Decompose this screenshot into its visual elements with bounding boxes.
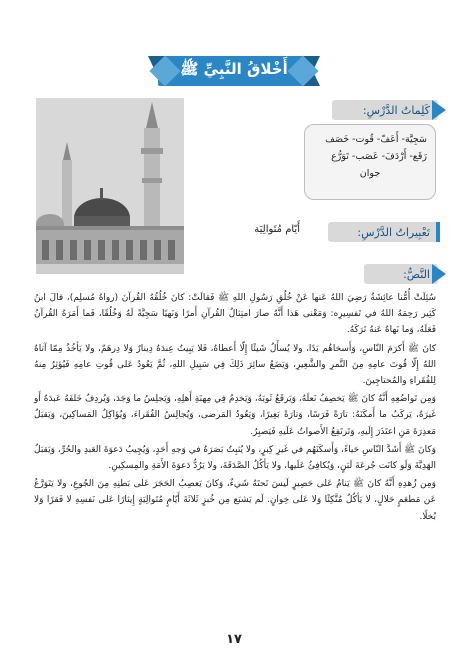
vocabulary-label-text: كَلِماتُ الدَّرْسِ: — [362, 103, 430, 117]
paragraph-2: كانَ ﷺ أَكرَمَ النّاسِ، وَأَسخاهُم يَدًا، ولا يُسأَلُ شَيئًا إِلّا أَعطاهُ، فَلا يَبِيتُ عِندَهُ دِينارٌ وَلا دِرهَمٌ، ولا يَأخُذُ مِمّا آتاهُ اللهُ إِلّا قُوتَ عامِهِ مِنَ التَّمرِ والشَّعِيرِ، وَيَضَعُ سائِرَ ذَلِكَ فِي سَبِيلِ اللهِ، ثُمَّ يَعُودُ عَلى قُوتِ عامِهِ فَيُؤثِرُ مِنهُ لِلفُقَراءِ والمُحتاجِينَ. — [34, 343, 436, 387]
expressions-label-text: تَعْبِيراتُ الدَّرْسِ: — [357, 225, 430, 239]
paragraph-4: وَكانَ ﷺ أَشَدَّ النّاسِ حَياءً، وَأَسكَنَهُم في غَيرِ كِبرٍ، ولا يُثبِتُ بَصَرَهُ في وَجهِ أَحَدٍ، وَيُجِيبُ دَعوَةَ العَبدِ والحُرِّ، وَيَقبَلُ الهَدِيَّةَ وَلَو كانَت جُرعَةَ لَبَنٍ، وَيُكافِئُ عَلَيها، ولا يَأكُلُ الصَّدَقَةَ، ولا يَرُدُّ دَعوَةَ الأَمَةِ والمِسكِينِ. — [34, 444, 436, 472]
mosque-image — [36, 98, 184, 274]
expression-phrase: أَيّام مُتَوالِيَة — [254, 224, 300, 235]
vocabulary-label — [332, 100, 438, 120]
page-title: أَخْلاقُ النَّبِيِّ ﷺ — [180, 60, 288, 78]
title-banner — [158, 56, 310, 86]
vocabulary-box — [304, 124, 436, 200]
paragraph-5: وَمِن زُهدِهِ أَنَّهُ كانَ ﷺ يَنامُ عَلى حَصِيرٍ لَيسَ تَحتَهُ شَيءٌ، وَكانَ يَعصِبُ الحَجَرَ عَلى بَطنِهِ مِنَ الجُوعِ، ولا يَتَوَرَّعُ عَن مَطعَمٍ حَلالٍ، لا يَأكُلُ مُتَّكِئًا وَلا عَلى خِوانٍ. لَم يَشبَع مِن خُبزٍ ثَلاثَةَ أَيّامٍ مُتَوالِيَةٍ إِيثارًا عَلى نَفسِهِ لا فَقرًا وَلا بُخلًا. — [34, 479, 436, 522]
vocabulary-line-2: رَقَع- أَرْدَفَ- عَصَب- تَوَرُّع — [331, 151, 427, 162]
expressions-label-bar — [436, 222, 440, 242]
paragraph-1: سُئِلَتْ أُمُّنا عائِشَةُ رَضِيَ اللهُ عَنها عَنْ خُلُقِ رَسُولِ اللهِ ﷺ فَقالَتْ: كانَ خُلُقُهُ القُرآنَ (رواهُ مُسلِم)، قالَ ابنُ كَثِير رَحِمَهُ اللهُ في تَفسِيرِه: وَمَعْنى هَذا أَنَّهُ صارَ امتِثالُ القُرآنِ أَمرًا وَنَهيًا سَجِيَّةً لَهُ وَخُلُقًا، فَما أَمَرَهُ القُرآنُ فَعَلَهُ، وَما نَهاهُ عَنهُ تَرَكَهُ. — [34, 293, 436, 336]
vocabulary-label-arrow — [432, 100, 446, 120]
vocabulary-line-3: جوان — [359, 168, 381, 179]
body-text — [34, 290, 436, 527]
text-label-text: النَّصُّ: — [403, 267, 430, 281]
expressions-label — [328, 222, 438, 242]
text-label — [364, 264, 438, 284]
paragraph-3: وَمِن تَواضُعِهِ أَنَّهُ كانَ ﷺ يَخصِفُ نَعلَهُ، وَيَرقَعُ ثَوبَهُ، وَيَخدِمُ فِي مِهنَةِ أَهلِهِ، وَيَجلِسُ ما وَجَدَ، وَيُردِفُ خَلفَهُ عَبدَهُ أَو غَيرَهُ، يَركَبُ ما أَمكَنَهُ: تارَةً فَرَسًا، وَتارَةً بَعِيرًا، وَيَعُودُ المَرضى، وَيُجالِسُ الفُقَراءَ، وَيُؤاكِلُ المَساكِينَ، وَيَقبَلُ مَعذِرَةَ مَنِ اعتَذَرَ إِلَيهِ، وَتَرتَفِعُ الأَصواتُ عَلَيهِ فَيَصبِرُ. — [34, 394, 436, 437]
vocabulary-line-1: سَجِيَّة- أَعَفّ- قُوت- خَصَف — [325, 134, 427, 145]
mosque-photo — [36, 98, 184, 274]
text-label-arrow — [432, 264, 446, 284]
page-number: ١٧ — [226, 632, 242, 647]
